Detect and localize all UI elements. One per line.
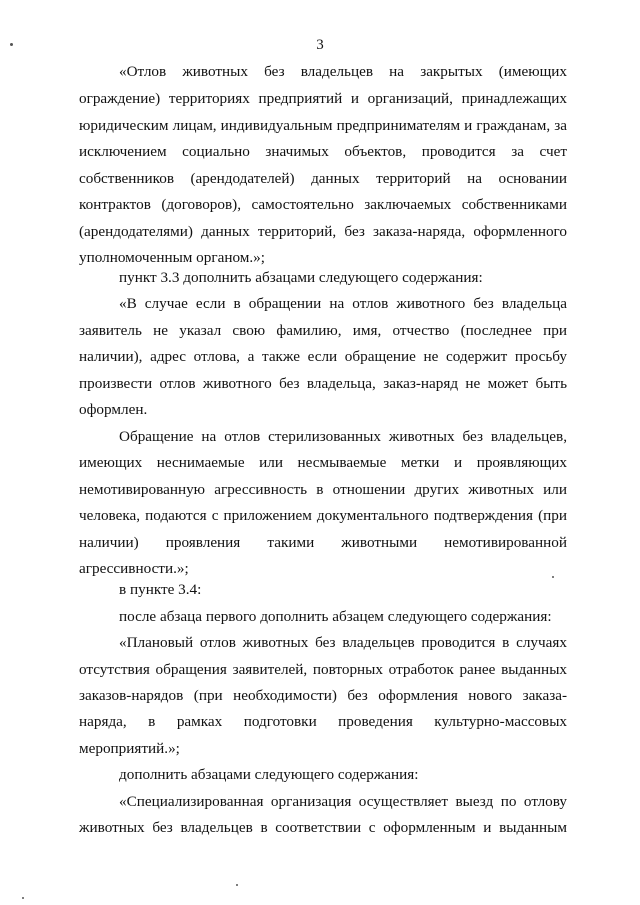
text-line: «Специализированная организация осуществляет выезд по отлову <box>119 793 567 810</box>
text-line: после абзаца первого дополнить абзацем следующего содержания: <box>119 608 552 625</box>
text-line: наличии) проявления такими животными немотивированной <box>79 534 567 551</box>
scan-speck <box>10 43 13 46</box>
scan-speck <box>22 897 24 899</box>
text-line: животных без владельцев в соответствии с оформленным и выданным <box>79 819 567 836</box>
text-line: собственников (арендодателей) данных территорий на основании <box>79 170 567 187</box>
text-line: наличии), адрес отлова, а также если обращение не содержит просьбу <box>79 348 567 365</box>
text-line: «Отлов животных без владельцев на закрытых (имеющих <box>119 63 567 80</box>
scan-speck <box>236 884 238 886</box>
text-line: заявитель не указал свою фамилию, имя, отчество (последнее при <box>79 322 567 339</box>
text-line: Обращение на отлов стерилизованных животных без владельцев, <box>119 428 567 445</box>
text-line: пункт 3.3 дополнить абзацами следующего содержания: <box>119 269 483 286</box>
text-line: наряда, в рамках подготовки проведения культурно-массовых <box>79 713 567 730</box>
text-line: (арендодателями) данных территорий, без заказа-наряда, оформленного <box>79 223 567 240</box>
text-line: уполномоченным органом.»; <box>79 249 265 266</box>
text-line: произвести отлов животного без владельца, заказ-наряд не может быть <box>79 375 567 392</box>
text-line: имеющих неснимаемые или несмываемые метки и проявляющих <box>79 454 567 471</box>
text-line: оформлен. <box>79 401 148 418</box>
text-line: немотивированную агрессивность в отношении других животных или <box>79 481 567 498</box>
text-line: контрактов (договоров), самостоятельно заключаемых собственниками <box>79 196 567 213</box>
text-line: юридическим лицам, индивидуальным предпринимателям и гражданам, за <box>79 117 567 134</box>
text-line: отсутствия обращения заявителей, повторных отработок ранее выданных <box>79 661 567 678</box>
text-line: дополнить абзацами следующего содержания: <box>119 766 419 783</box>
scan-speck <box>552 576 554 578</box>
text-line: ограждение) территориях предприятий и организаций, принадлежащих <box>79 90 567 107</box>
text-line: «В случае если в обращении на отлов животного без владельца <box>119 295 567 312</box>
text-line: в пункте 3.4: <box>119 581 202 598</box>
page-number: 3 <box>316 37 324 53</box>
text-line: «Плановый отлов животных без владельцев проводится в случаях <box>119 634 567 651</box>
text-line: мероприятий.»; <box>79 740 180 757</box>
text-line: исключением социально значимых объектов, проводится за счет <box>79 143 567 160</box>
text-line: человека, подаются с приложением документального подтверждения (при <box>79 507 567 524</box>
text-line: агрессивности.»; <box>79 560 189 577</box>
text-line: заказов-нарядов (при необходимости) без оформления нового заказа- <box>79 687 567 704</box>
